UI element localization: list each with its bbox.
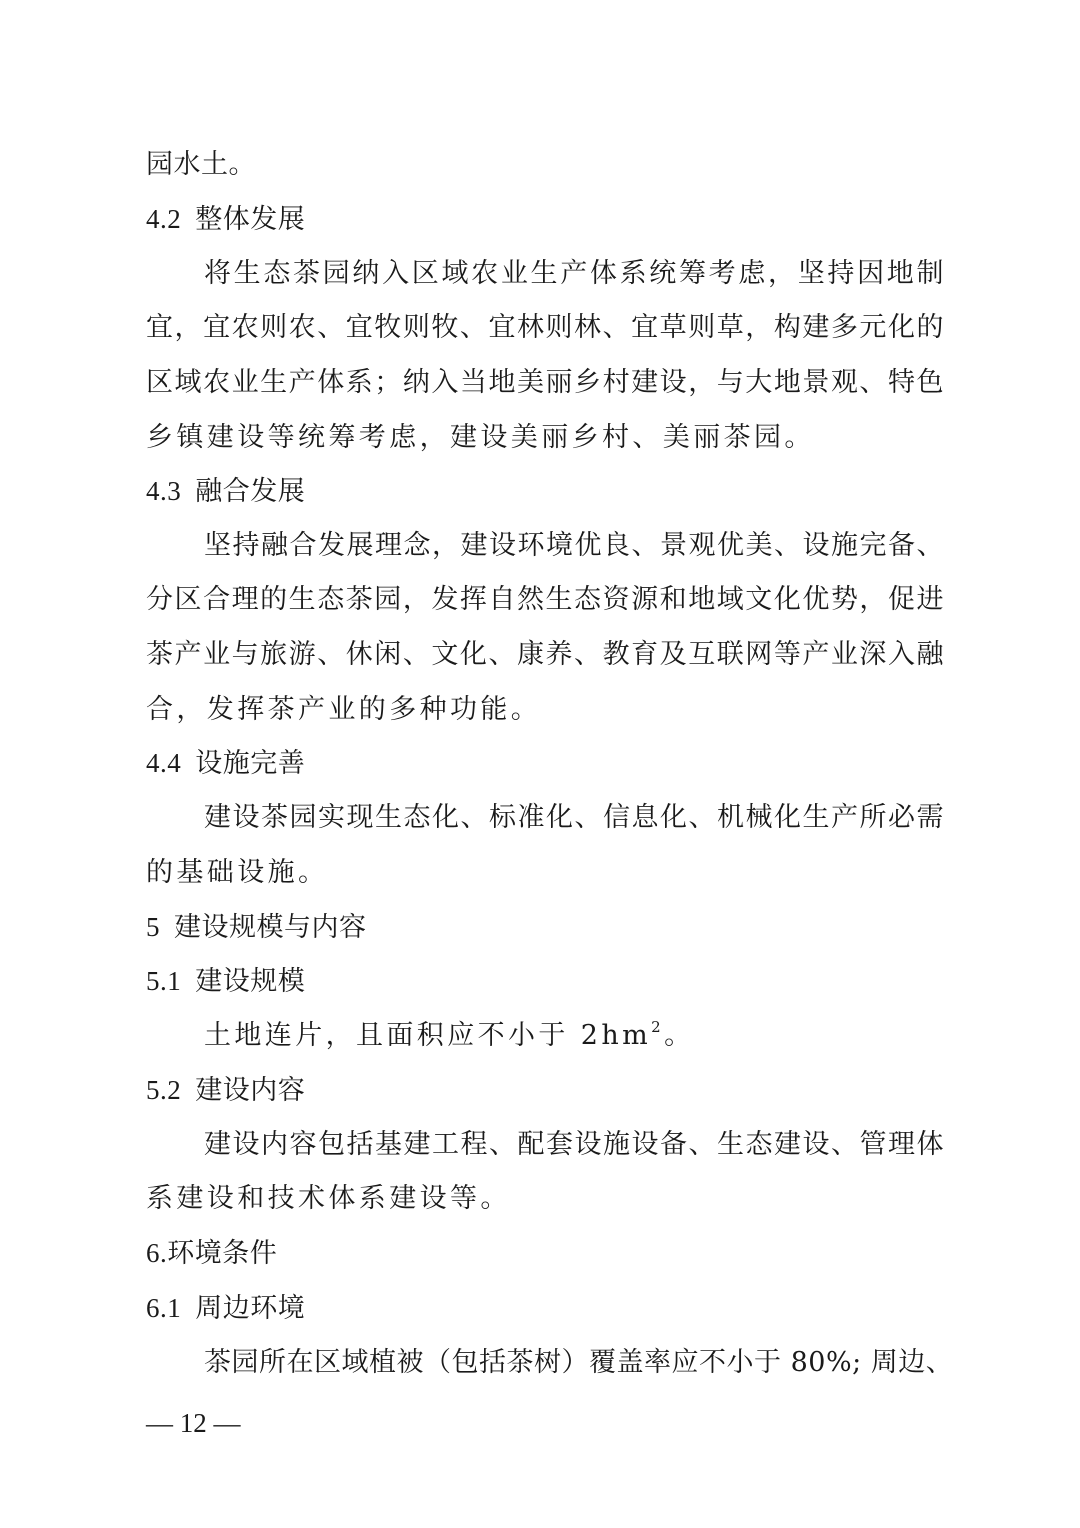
section-title: 融合发展 (195, 476, 306, 507)
area-requirement-text: 土地连片，且面积应不小于 2hm (204, 1020, 652, 1051)
section-title: 建设规模 (195, 966, 306, 997)
paragraph-line: 茶产业与旅游、休闲、文化、康养、教育及互联网等产业深入融 (146, 639, 944, 670)
paragraph-line: 系建设和技术体系建设等。 (146, 1183, 511, 1214)
section-title: 建设内容 (195, 1075, 306, 1106)
section-number: 4.3 (146, 476, 182, 506)
section-number: 5 (146, 912, 160, 942)
section-title: 建设规模与内容 (174, 912, 367, 943)
paragraph-line (204, 1016, 695, 1056)
section-title: 周边环境 (195, 1293, 306, 1324)
section-number: 4.2 (146, 204, 182, 234)
section-heading-5-2 (146, 1070, 305, 1111)
paragraph-line: 建设茶园实现生态化、标准化、信息化、机械化生产所必需 (204, 802, 944, 833)
paragraph-line: 茶园所在区域植被（包括茶树）覆盖率应不小于 80%; 周边、 (204, 1347, 954, 1378)
paragraph-line: 分区合理的生态茶园，发挥自然生态资源和地域文化优势，促进 (146, 584, 944, 615)
section-number: 6. (146, 1238, 168, 1268)
paragraph-line: 乡镇建设等统筹考虑，建设美丽乡村、美丽茶园。 (146, 422, 815, 453)
section-number: 5.1 (146, 966, 182, 996)
paragraph-line: 区域农业生产体系；纳入当地美丽乡村建设，与大地景观、特色 (146, 367, 944, 398)
paragraph-line: 宜，宜农则农、宜牧则牧、宜林则林、宜草则草，构建多元化的 (146, 312, 944, 343)
section-heading-6 (146, 1233, 277, 1274)
section-title: 设施完善 (195, 748, 306, 779)
paragraph-line: 将生态茶园纳入区域农业生产体系统筹考虑，坚持因地制 (204, 258, 944, 289)
section-title: 整体发展 (195, 204, 306, 235)
paragraph-line: 的基础设施。 (146, 857, 329, 888)
section-heading-5 (146, 907, 367, 948)
punctuation: 。 (664, 1020, 695, 1051)
paragraph-line: 建设内容包括基建工程、配套设施设备、生态建设、管理体 (204, 1129, 944, 1160)
section-number: 4.4 (146, 748, 182, 778)
section-heading-5-1 (146, 961, 305, 1002)
paragraph-line: 坚持融合发展理念，建设环境优良、景观优美、设施完备、 (204, 530, 944, 561)
section-heading-4-2 (146, 199, 305, 240)
superscript: 2 (651, 1018, 665, 1036)
text-line: 园水土。 (146, 149, 256, 180)
section-number: 6.1 (146, 1293, 182, 1323)
section-title: 环境条件 (167, 1238, 278, 1269)
section-heading-4-3 (146, 471, 305, 512)
section-number: 5.2 (146, 1075, 182, 1105)
paragraph-line: 合，发挥茶产业的多种功能。 (146, 694, 542, 725)
page-number: — 12 — (146, 1408, 241, 1438)
section-heading-6-1 (146, 1288, 305, 1329)
section-heading-4-4 (146, 743, 305, 784)
